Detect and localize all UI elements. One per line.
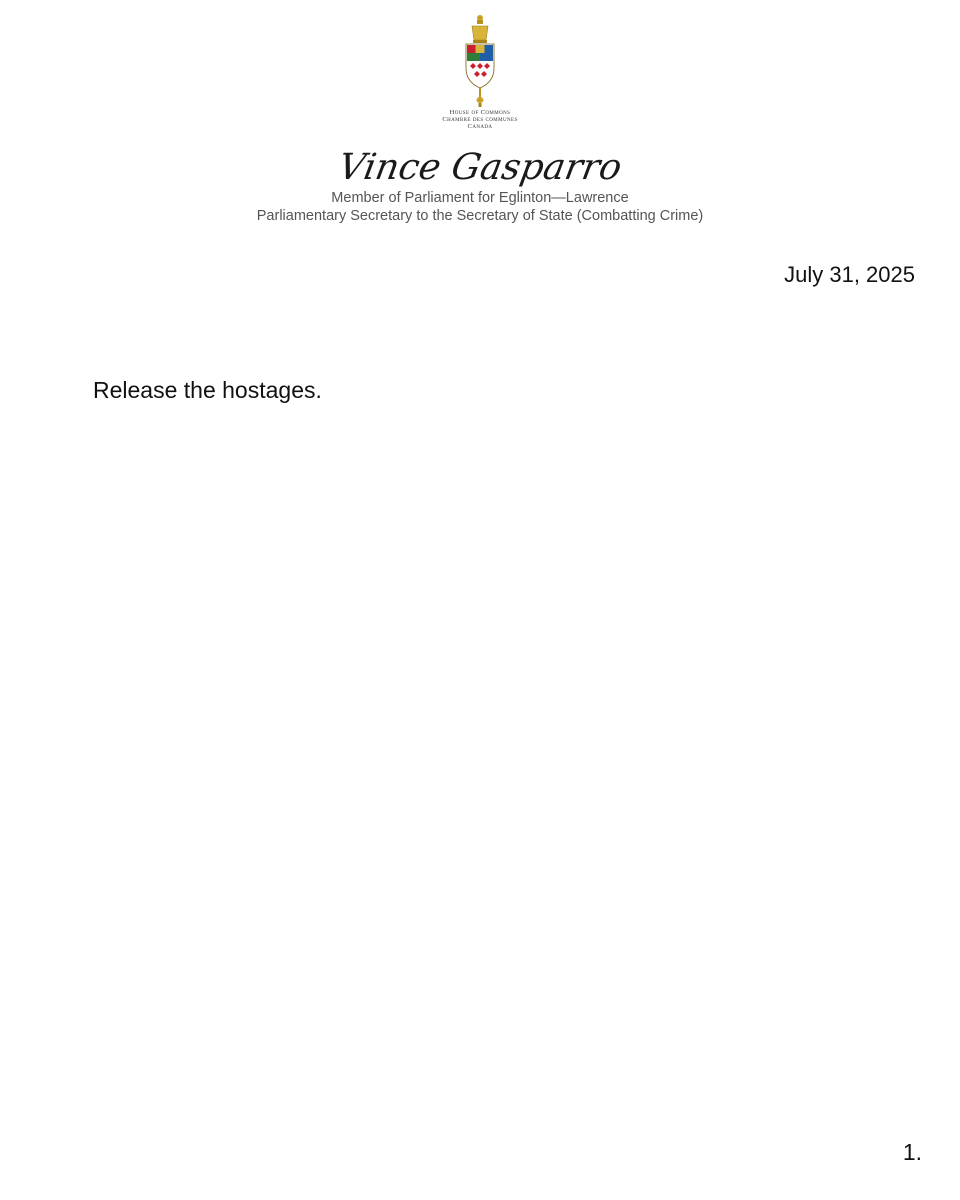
member-name: Vince Gasparro (335, 147, 625, 188)
crest-caption-line: House of Commons (449, 109, 511, 116)
crest-caption (0, 109, 960, 130)
letterhead (0, 14, 960, 224)
page-number: 1. (902, 1139, 922, 1165)
crest-caption-line: Canada (467, 123, 493, 130)
house-of-commons-crest-icon (458, 14, 502, 108)
member-secondary-title: Parliamentary Secretary to the Secretary of State (Combatting Crime) (256, 208, 704, 224)
letter-body: Release the hostages. (93, 377, 322, 403)
member-title: Member of Parliament for Eglinton—Lawrence (331, 190, 629, 206)
letter-date: July 31, 2025 (784, 262, 915, 287)
crest-caption-line: Chambre des communes (442, 116, 518, 123)
